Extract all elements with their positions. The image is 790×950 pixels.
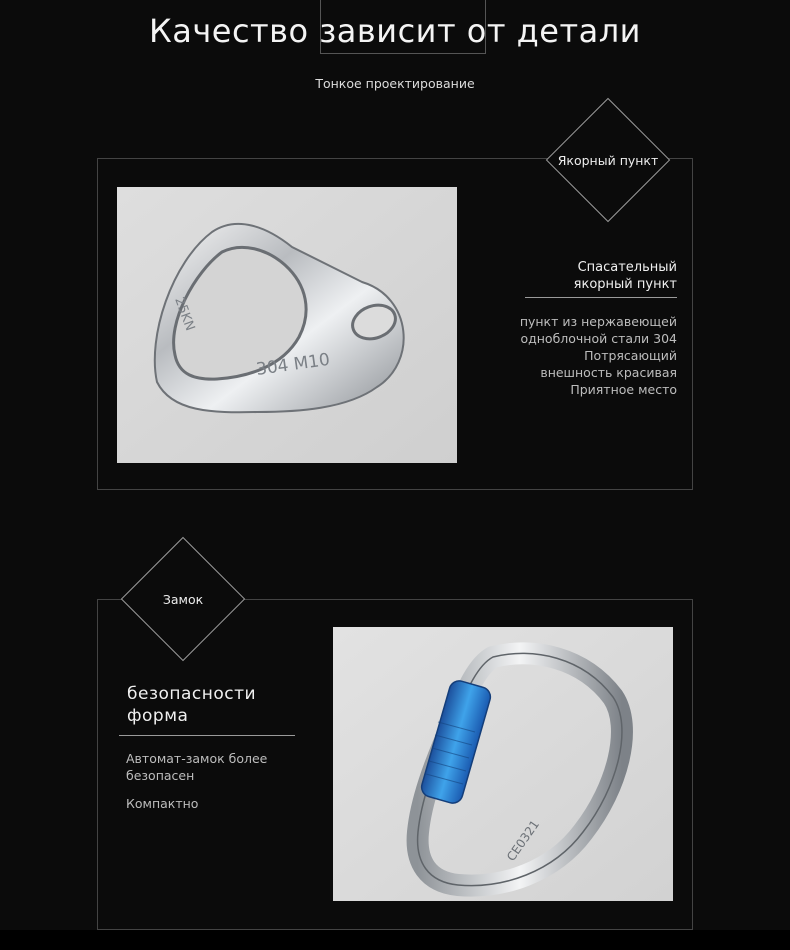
anchor-desc-line2: одноблочной стали 304 xyxy=(520,331,677,346)
anchor-desc-line4: внешность красивая xyxy=(540,365,677,380)
lock-heading-line2: форма xyxy=(127,706,189,726)
lock-badge xyxy=(121,537,245,661)
anchor-desc-line3: Потрясающий xyxy=(584,348,677,363)
lock-divider xyxy=(119,735,295,736)
lock-description xyxy=(126,750,326,812)
svg-text:CE0321: CE0321 xyxy=(503,817,543,864)
anchor-badge-label: Якорный пункт xyxy=(557,152,659,168)
lock-desc-line1: Автомат-замок более xyxy=(126,751,268,766)
anchor-photo xyxy=(117,187,457,463)
anchor-heading xyxy=(478,259,677,293)
lock-desc-line3: Компактно xyxy=(126,796,199,811)
svg-text:25KN: 25KN xyxy=(171,295,198,334)
carabiner-image xyxy=(333,627,673,901)
page-subtitle: Тонкое проектирование xyxy=(315,76,475,91)
carabiner-photo xyxy=(333,627,673,901)
anchor-badge xyxy=(546,98,670,222)
lock-heading-line1: безопасности xyxy=(127,684,257,704)
lock-desc-line2: безопасен xyxy=(126,768,195,783)
page-title: Качество зависит от детали xyxy=(149,12,641,50)
bottom-bar xyxy=(0,930,790,950)
svg-text:304 M10: 304 M10 xyxy=(254,349,332,380)
anchor-description xyxy=(478,313,677,398)
anchor-heading-line1: Спасательный xyxy=(577,260,677,275)
anchor-heading-line2: якорный пункт xyxy=(573,277,677,292)
lock-badge-label: Замок xyxy=(162,591,204,607)
anchor-divider xyxy=(525,297,677,298)
lock-heading xyxy=(127,683,317,727)
anchor-hanger-image xyxy=(117,187,457,463)
anchor-desc-line1: пункт из нержавеющей xyxy=(519,314,677,329)
anchor-desc-line5: Приятное место xyxy=(570,382,677,397)
